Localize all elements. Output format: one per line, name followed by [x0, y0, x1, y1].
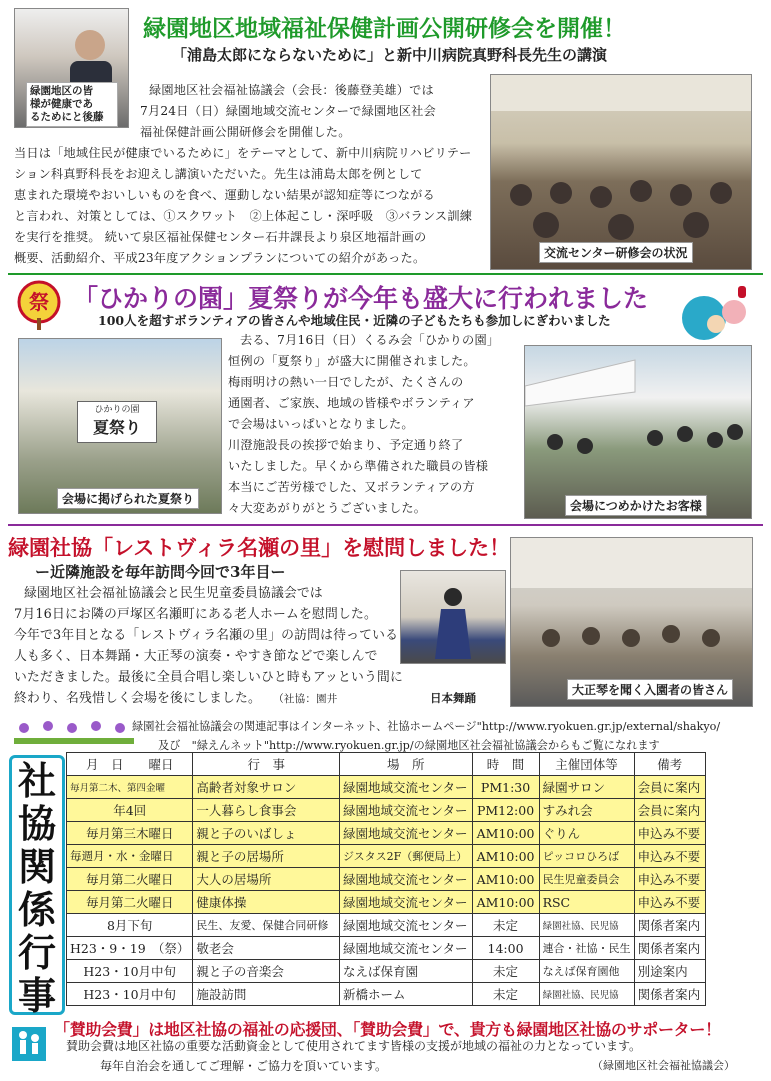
audience-icon — [491, 75, 751, 269]
cell-note: 関係者案内 — [634, 914, 705, 937]
cell-note: 申込み不要 — [634, 822, 705, 845]
cell-time: AM10:00 — [472, 891, 539, 914]
support-icon — [12, 1027, 46, 1061]
body-line-with-author — [14, 688, 414, 710]
body-line: 梅雨明けの熱い一日でしたが、たくさんの — [228, 375, 464, 389]
table-row — [67, 937, 706, 960]
festival-badge-text: 祭 — [29, 290, 49, 314]
festival-badge — [14, 280, 64, 330]
article-2-subtitle: 100人を超すボランティアの皆さんや地域住民・近隣の子どもたちも参加しにぎわいました — [98, 313, 611, 328]
body-line: 本当にご苦労様でした、又ボランティアの方 — [228, 480, 475, 494]
body-line: 通園者、ご家族、地域の皆様やボランティア — [228, 396, 475, 410]
cell-note: 関係者案内 — [634, 937, 705, 960]
speaker-caption-line: るためにと後藤 — [30, 111, 104, 123]
article-1-body — [14, 80, 494, 269]
schedule-table — [66, 752, 706, 1006]
table-row — [67, 983, 706, 1006]
cell-org: 緑園サロン — [539, 776, 634, 799]
kids-icon — [678, 282, 760, 348]
table-row — [67, 914, 706, 937]
body-line: と言われ、対策としては、①スクワット ②上体起こし・深呼吸 ③バランス訓練 — [14, 209, 473, 223]
cell-org: 緑園社協、民児協 — [539, 914, 634, 937]
footer-line-1: 賛助会費は地区社協の重要な活動資金として使用されてます皆様の支援が地域の福祉の力となっています。 — [66, 1039, 642, 1053]
table-row — [67, 845, 706, 868]
body-line: 々大変あがりがとうございました。 — [228, 501, 427, 515]
festival-venue-photo — [18, 338, 222, 514]
cell-note: 申込み不要 — [634, 891, 705, 914]
cell-date: H23・10月中旬 — [67, 983, 193, 1006]
body-line: 当日は「地域住民が健康でいるために」をテーマとして、新中川病院リハビリテー — [14, 146, 472, 160]
body-line: 終わり、名残惜しく会場を後にしました。 — [14, 691, 261, 706]
table-header: 備考 — [634, 753, 705, 776]
side-title-char: 係 — [17, 888, 56, 932]
cell-note: 関係者案内 — [634, 983, 705, 1006]
article-3-subtitle: ー近隣施設を毎年訪問今回で3年目ー — [35, 563, 286, 581]
cell-time: AM10:00 — [472, 822, 539, 845]
cell-date: H23・9・19 （祭） — [67, 937, 193, 960]
body-line: 緑園地区社会福祉協議会（会長：後藤登美雄）では — [149, 83, 434, 97]
cell-org: なえば保育園他 — [539, 960, 634, 983]
table-header: 行 事 — [193, 753, 340, 776]
schedule-side-title — [9, 755, 65, 1018]
cell-date: 年4回 — [67, 799, 193, 822]
cell-date: 8月下旬 — [67, 914, 193, 937]
body-line: 今年で3年目となる「レストヴィラ名瀬の里」の訪問は待っている — [14, 628, 399, 643]
speaker-caption-line: 様が健康であ — [30, 98, 93, 110]
body-line: 去る、7月16日（日）くるみ会「ひかりの園」 — [240, 333, 500, 347]
cell-place: 新橋ホーム — [340, 983, 473, 1006]
cell-note: 会員に案内 — [634, 776, 705, 799]
cell-event: 健康体操 — [193, 891, 340, 914]
cell-org: 民生児童委員会 — [539, 868, 634, 891]
flowers-decoration — [14, 720, 134, 746]
table-row — [67, 822, 706, 845]
cell-note: 申込み不要 — [634, 868, 705, 891]
cell-org: 緑園社協、民児協 — [539, 983, 634, 1006]
cell-place: ジスタス2F（郵便局上） — [340, 845, 473, 868]
festival-sign-large: 夏祭り — [92, 418, 141, 437]
cell-date: H23・10月中旬 — [67, 960, 193, 983]
festival-crowd-caption: 会場につめかけたお客様 — [565, 495, 707, 516]
table-header: 月 日 曜日 — [67, 753, 193, 776]
cell-date: 毎月第二木、第四金曜 — [67, 776, 193, 799]
festival-venue-caption: 会場に掲げられた夏祭り — [57, 488, 199, 509]
cell-event: 親と子の居場所 — [193, 845, 340, 868]
cell-org: すみれ会 — [539, 799, 634, 822]
side-title-char: 事 — [17, 974, 56, 1018]
cell-date: 毎月第二火曜日 — [67, 891, 193, 914]
cell-place: 緑園地域交流センター — [340, 891, 473, 914]
koto-hall-photo — [510, 537, 753, 707]
flower-icon — [14, 720, 134, 746]
cell-event: 高齢者対象サロン — [193, 776, 340, 799]
cell-time: PM1:30 — [472, 776, 539, 799]
cell-note: 会員に案内 — [634, 799, 705, 822]
body-line: 川澄施設長の挨拶で始まり、予定通り終了 — [228, 438, 464, 452]
cell-note: 申込み不要 — [634, 845, 705, 868]
article-1-subtitle: 「浦島太郎にならないために」と新中川病院真野科長先生の講演 — [172, 46, 608, 64]
cell-time: 未定 — [472, 960, 539, 983]
speaker-caption-line: 緑園地区の皆 — [30, 85, 93, 97]
notice-line-1: 緑園社会福祉協議会の関連記事はインターネット、社協ホームページ"http://www.ryokuen.gr.jp/external/shakyo/ — [132, 720, 721, 733]
cell-time: 未定 — [472, 983, 539, 1006]
table-row — [67, 960, 706, 983]
footer-headline: 「賛助会費」は地区社協の福祉の応援団、「賛助会費」で、貴方も緑園地区社協のサポーター！ — [54, 1020, 721, 1039]
body-line: 人も多く、日本舞踊・大正琴の演奏・やすき節などで楽しんで — [14, 649, 378, 664]
cell-event: 親と子の音楽会 — [193, 960, 340, 983]
side-title-char: 関 — [17, 845, 56, 889]
festival-crowd-photo — [524, 345, 752, 519]
body-line: で会場はいっぱいとなりました。 — [228, 417, 414, 431]
divider — [8, 524, 763, 526]
cell-time: AM10:00 — [472, 868, 539, 891]
dance-caption: 日本舞踊 — [430, 691, 476, 705]
cell-org: ぐりん — [539, 822, 634, 845]
table-header: 場 所 — [340, 753, 473, 776]
body-line: 7月24日（日）緑園地域交流センターで緑園地区社会 — [140, 104, 436, 118]
cell-event: 敬老会 — [193, 937, 340, 960]
cell-time: 14:00 — [472, 937, 539, 960]
cell-place: 緑園地域交流センター — [340, 776, 473, 799]
table-header-row — [67, 753, 706, 776]
article-3-body — [14, 583, 414, 710]
cell-org: 連合・社協・民生 — [539, 937, 634, 960]
dancer-icon — [401, 571, 505, 663]
cell-event: 親と子のいばしょ — [193, 822, 340, 845]
cell-time: 未定 — [472, 914, 539, 937]
seminar-photo — [490, 74, 752, 270]
body-line: いたしました。早くから準備された職員の皆様 — [228, 459, 489, 473]
cell-time: AM10:00 — [472, 845, 539, 868]
divider — [8, 273, 763, 275]
cell-event: 一人暮らし食事会 — [193, 799, 340, 822]
side-title-char: 行 — [17, 931, 56, 975]
cell-place: なえば保育園 — [340, 960, 473, 983]
body-line: いただきました。最後に全員合唱し楽しいひと時もアッという間に — [14, 670, 404, 685]
body-line: 概要、活動紹介、平成23年度アクションプランについての紹介があった。 — [14, 251, 426, 265]
article-3-author: （社協：園井 — [273, 693, 338, 705]
festival-sign — [77, 401, 157, 443]
cell-note: 別途案内 — [634, 960, 705, 983]
cell-date: 毎週月・水・金曜日 — [67, 845, 193, 868]
festival-sign-small: ひかりの園 — [94, 405, 140, 415]
cell-place: 緑園地域交流センター — [340, 937, 473, 960]
cell-time: PM12:00 — [472, 799, 539, 822]
cell-date: 毎月第二火曜日 — [67, 868, 193, 891]
notice-line-2: 及び "緑えんネット"http://www.ryokuen.gr.jp/の緑園地区社会福祉協議会からもご覧になれます — [158, 739, 660, 752]
body-line: 7月16日にお隣の戸塚区名瀬町にある老人ホームを慰問した。 — [14, 607, 377, 622]
seminar-photo-caption: 交流センター研修会の状況 — [539, 242, 693, 263]
table-header: 時 間 — [472, 753, 539, 776]
tent-icon — [525, 346, 751, 518]
cell-place: 緑園地域交流センター — [340, 914, 473, 937]
table-row — [67, 799, 706, 822]
cell-event: 民生、友愛、保健合同研修 — [193, 914, 340, 937]
cell-org: RSC — [539, 891, 634, 914]
body-line: 恒例の「夏祭り」が盛大に開催されました。 — [228, 354, 476, 368]
side-title-char: 社 — [17, 759, 56, 803]
body-line: 緑園地区社会福祉協議会と民生児童委員協議会では — [24, 586, 323, 601]
helping-people-icon — [12, 1027, 46, 1061]
body-line: 恵まれた環境やおいしいものを食べ、運動しない結果が認知症等につながる — [14, 188, 435, 202]
article-2-title: 「ひかりの園」夏祭りが今年も盛大に行われました — [73, 284, 649, 313]
cell-place: 緑園地域交流センター — [340, 799, 473, 822]
body-line: 福祉保健計画公開研修会を開催した。 — [140, 125, 351, 139]
lantern-kids-illustration — [678, 282, 760, 348]
article-1-title: 緑園地区地域福祉保健計画公開研修会を開催！ — [143, 16, 626, 42]
table-row — [67, 776, 706, 799]
cell-org: ピッコロひろば — [539, 845, 634, 868]
article-3-title: 緑園社協「レストヴィラ名瀬の里」を慰問しました！ — [8, 536, 511, 560]
side-title-char: 協 — [17, 802, 56, 846]
footer-line-2: 毎年自治会を通してご理解・ご協力を頂いています。 — [100, 1059, 388, 1073]
table-row — [67, 891, 706, 914]
cell-date: 毎月第三木曜日 — [67, 822, 193, 845]
body-line: を実行を推奨。 続いて泉区福祉保健センター石井課長より泉区地福計画の — [14, 230, 427, 244]
koto-hall-caption: 大正琴を聞く入園者の皆さん — [567, 679, 733, 700]
dance-photo — [400, 570, 506, 664]
cell-place: 緑園地域交流センター — [340, 868, 473, 891]
footer-credit: （緑園地区社会福祉協議会） — [592, 1059, 735, 1072]
cell-event: 大人の居場所 — [193, 868, 340, 891]
table-header: 主催団体等 — [539, 753, 634, 776]
body-line: ション科真野科長をお迎えし講演いただいた。先生は浦島太郎を例として — [14, 167, 423, 181]
cell-place: 緑園地域交流センター — [340, 822, 473, 845]
article-2-body — [228, 330, 518, 519]
cell-event: 施設訪問 — [193, 983, 340, 1006]
table-row — [67, 868, 706, 891]
